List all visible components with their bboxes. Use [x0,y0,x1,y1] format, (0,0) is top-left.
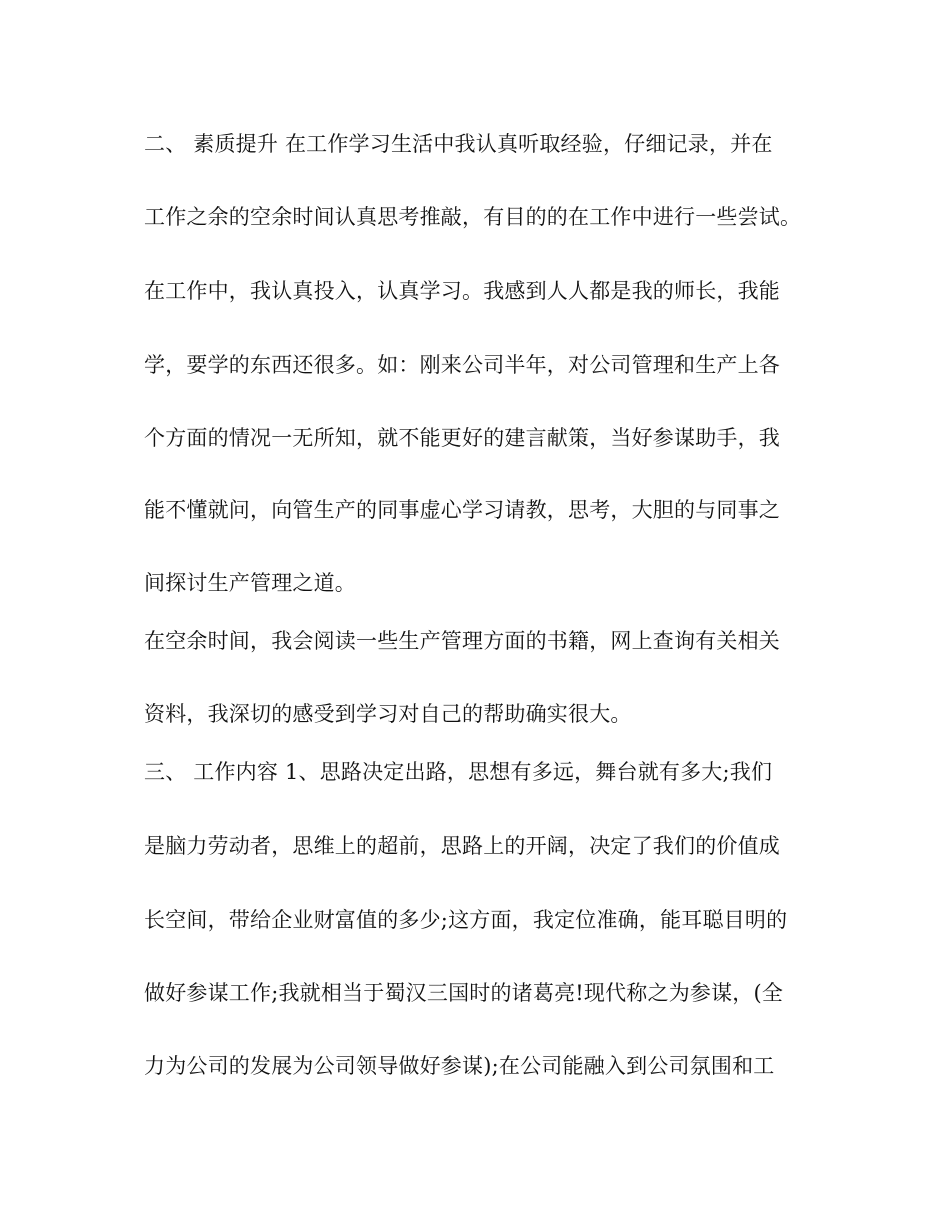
paragraph-line: 个方面的情况一无所知，就不能更好的建言献策，当好参谋助手，我 [144,426,780,450]
paragraph-line: 工作之余的空余时间认真思考推敲，有目的的在工作中进行一些尝试。 [144,205,802,229]
paragraph-line: 间探讨生产管理之道。 [144,571,356,595]
paragraph-line: 做好参谋工作;我就相当于蜀汉三国时的诸葛亮!现代称之为参谋，(全 [144,981,784,1005]
paragraph-line: 二、 素质提升 在工作学习生活中我认真听取经验，仔细记录，并在 [144,132,773,156]
paragraph-line: 长空间，带给企业财富值的多少;这方面，我定位准确，能耳聪目明的 [144,908,788,932]
paragraph-line: 学，要学的东西还很多。如：刚来公司半年，对公司管理和生产上各 [144,353,780,377]
paragraph-line: 资料，我深切的感受到学习对自己的帮助确实很大。 [144,702,632,726]
paragraph-line: 是脑力劳动者，思维上的超前，思路上的开阔，决定了我们的价值成 [144,834,780,858]
paragraph-line: 在空余时间，我会阅读一些生产管理方面的书籍，网上查询有关相关 [144,629,780,653]
paragraph-line: 能不懂就问，向管生产的同事虚心学习请教，思考，大胆的与同事之 [144,498,780,522]
paragraph-line: 在工作中，我认真投入，认真学习。我感到人人都是我的师长，我能 [144,279,780,303]
paragraph-line: 三、 工作内容 1、思路决定出路，思想有多远，舞台就有多大;我们 [144,760,773,784]
paragraph-line: 力为公司的发展为公司领导做好参谋);在公司能融入到公司氛围和工 [144,1054,775,1078]
